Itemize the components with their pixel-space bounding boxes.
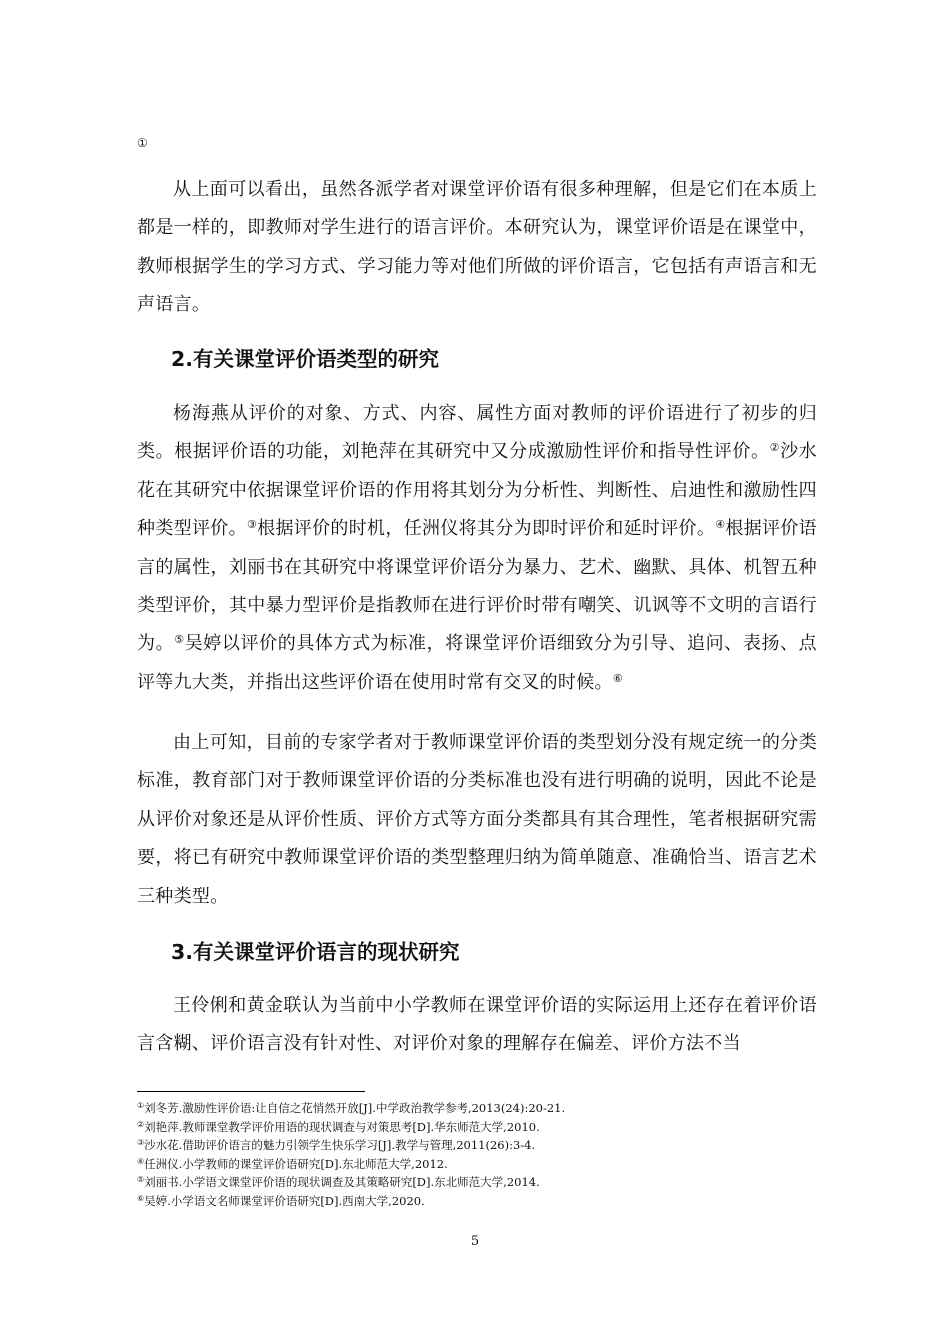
body-paragraph-2 bbox=[137, 395, 817, 702]
footnote-item bbox=[137, 1192, 817, 1211]
footnote-ref: ④ bbox=[715, 518, 726, 532]
footnote-text: 任洲仪.小学教师的课堂评价语研究[D].东北师范大学,2012. bbox=[144, 1156, 448, 1171]
paragraph-text: 沙水花在其研究中依据课堂评价语的作用将其划分为分析性、判断性、启迪性和激励性四种类型评价。 bbox=[137, 441, 817, 540]
footnote-text: 沙水花.借助评价语言的魅力引领学生快乐学习[J].教学与管理,2011(26):3-4. bbox=[144, 1138, 536, 1153]
footnote-item bbox=[137, 1155, 817, 1174]
footnote-mark: ① bbox=[137, 136, 148, 150]
footnote-mark: ③ bbox=[137, 1138, 145, 1148]
footnote-item bbox=[137, 1118, 817, 1137]
footnote-mark: ② bbox=[137, 1119, 145, 1129]
footnote-mark: ④ bbox=[137, 1156, 145, 1166]
footnote-ref: ⑥ bbox=[612, 671, 623, 685]
footnotes bbox=[137, 1099, 817, 1211]
footnote-ref: ⑤ bbox=[174, 633, 185, 647]
body-paragraph-3: 由上可知，目前的专家学者对于教师课堂评价语的类型划分没有规定统一的分类标准，教育部门对于教师课堂评价语的分类标准也没有进行明确的说明，因此不论是从评价对象还是从评价性质、评价方式等方面分类都具有其合理性，笔者根据研究需要，将已有研究中教师课堂评价语的类型整理归纳为简单随意、准确恰当、语言艺术三种类型。 bbox=[137, 732, 817, 907]
footnote-separator bbox=[137, 1091, 365, 1092]
paragraph-text: 根据评价语言的属性，刘丽书在其研究中将课堂评价语分为暴力、艺术、幽默、具体、机智五种类型评价，其中暴力型评价是指教师在进行评价时带有嘲笑、讥讽等不文明的言语行为。 bbox=[137, 518, 817, 655]
section-heading-3: 3.有关课堂评价语言的现状研究 bbox=[171, 940, 460, 964]
paragraph-text: 杨海燕从评价的对象、方式、内容、属性方面对教师的评价语进行了初步的归类。根据评价语的功能，刘艳萍在其研究中又分成激励性评价和指导性评价。 bbox=[137, 403, 817, 463]
footnote-ref: ③ bbox=[246, 518, 258, 532]
footnote-item bbox=[137, 1173, 817, 1192]
section-heading-2: 2.有关课堂评价语类型的研究 bbox=[171, 347, 440, 371]
footnote-text: 吴婷.小学语文名师课堂评价语研究[D].西南大学,2020. bbox=[144, 1193, 425, 1208]
footnote-item bbox=[137, 1099, 817, 1118]
footnote-text: 刘冬芳.激励性评价语:让自信之花悄然开放[J].中学政治教学参考,2013(24):20-21. bbox=[144, 1101, 566, 1115]
footnote-ref: ② bbox=[769, 441, 781, 455]
page-number: 5 bbox=[470, 1234, 480, 1249]
body-paragraph-1: 从上面可以看出，虽然各派学者对课堂评价语有很多种理解，但是它们在本质上都是一样的，即教师对学生进行的语言评价。本研究认为，课堂评价语是在课堂中，教师根据学生的学习方式、学习能力等对他们所做的评价语言，它包括有声语言和无声语言。 bbox=[137, 179, 817, 316]
footnote-text: 刘艳萍.教师课堂教学评价用语的现状调查与对策思考[D].华东师范大学,2010. bbox=[144, 1119, 540, 1134]
paragraph-text: 根据评价的时机，任洲仪将其分为即时评价和延时评价。 bbox=[257, 518, 716, 540]
body-paragraph-4: 王伶俐和黄金联认为当前中小学教师在课堂评价语的实际运用上还存在着评价语言含糊、评价语言没有针对性、对评价对象的理解存在偏差、评价方法不当 bbox=[137, 995, 817, 1055]
paragraph-text: 吴婷以评价的具体方式为标准，将课堂评价语细致分为引导、追问、表扬、点评等九大类，并指出这些评价语在使用时常有交叉的时候。 bbox=[137, 633, 817, 693]
footnote-mark: ① bbox=[137, 1101, 145, 1110]
footnote-mark: ⑥ bbox=[137, 1193, 145, 1203]
footnote-text: 刘丽书.小学语文课堂评价语的现状调查及其策略研究[D].东北师范大学,2014. bbox=[144, 1175, 540, 1190]
footnote-item bbox=[137, 1136, 817, 1155]
footnote-mark: ⑤ bbox=[137, 1175, 145, 1185]
